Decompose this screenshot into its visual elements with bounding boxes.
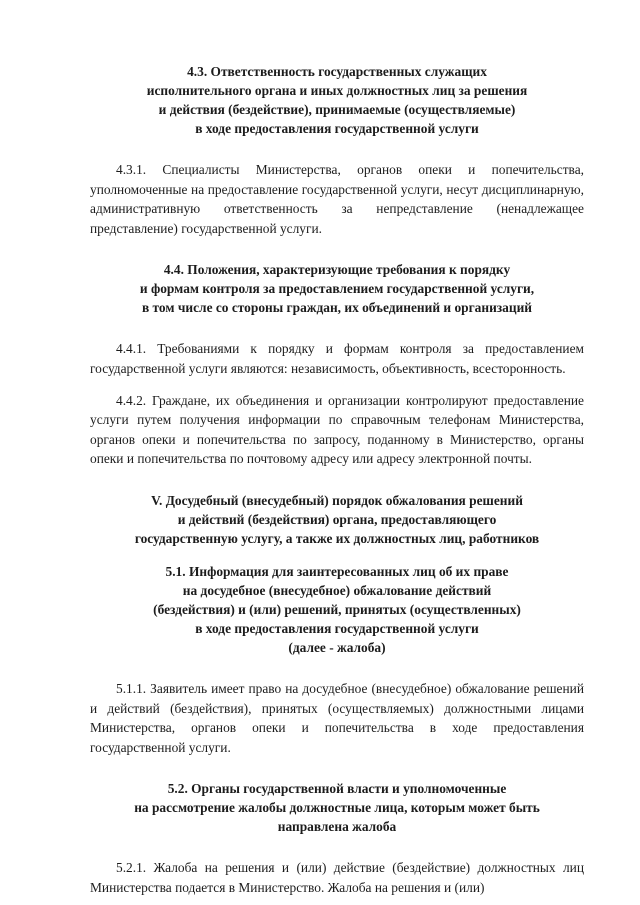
- heading-line: 4.3. Ответственность государственных служащих: [187, 64, 487, 79]
- heading-line: в ходе предоставления государственной услуги: [195, 121, 479, 136]
- heading-line: (бездействия) и (или) решений, принятых (осуществленных): [153, 601, 521, 617]
- heading-line: государственную услугу, а также их должностных лиц, работников: [134, 530, 540, 546]
- heading-line: направлена жалоба: [277, 819, 397, 835]
- heading-line: и действий (бездействия) органа, предоставляющего: [177, 511, 497, 527]
- heading-line: V. Досудебный (внесудебный) порядок обжалования решений: [151, 492, 523, 508]
- paragraph-5-1-1: 5.1.1. Заявитель имеет право на досудебное (внесудебное) обжалование решений и действий (бездействия), принятых (осуществляемых) должностными лицами Министерства, органов опеки и попечительства в ходе предоставления государственной услуги.: [90, 680, 584, 755]
- heading-line: 5.1. Информация для заинтересованных лиц об их праве: [165, 563, 509, 579]
- paragraph-4-4-1: 4.4.1. Требованиями к порядку и формам контроля за предоставлением государственной услуги являются: независимость, объективность, всесторонность.: [90, 341, 584, 376]
- section-5-2-heading: [90, 779, 584, 836]
- paragraph-4-3-1: 4.3.1. Специалисты Министерства, органов опеки и попечительства, уполномоченные на предоставление государственной услуги, несут дисциплинарную, административную ответственность за непредставление (ненадлежащее представление) государственной услуги.: [90, 162, 584, 236]
- heading-line: 4.4. Положения, характеризующие требования к порядку: [163, 262, 511, 278]
- section-4-3-heading: [90, 62, 584, 138]
- section-v-heading: [90, 491, 584, 548]
- heading-line: исполнительного органа и иных должностных лиц за решения: [146, 83, 528, 98]
- heading-line: и действия (бездействие), принимаемые (осуществляемые): [158, 102, 516, 117]
- heading-line: 5.2. Органы государственной власти и уполномоченные: [167, 781, 507, 797]
- heading-line: и формам контроля за предоставлением государственной услуги,: [139, 281, 535, 297]
- paragraph-4-4-2: 4.4.2. Граждане, их объединения и организации контролируют предоставление услуги путем получения информации по справочным телефонам Министерства, органов опеки и попечительства по запросу, поданному в Министерство, органы опеки и попечительства по почтовому адресу или адресу электронной почты.: [90, 392, 584, 467]
- heading-line: на досудебное (внесудебное) обжалование действий: [182, 582, 492, 598]
- heading-line: (далее - жалоба): [288, 639, 386, 655]
- heading-line: в ходе предоставления государственной услуги: [195, 620, 479, 636]
- section-4-4-heading: [90, 260, 584, 317]
- section-5-1-heading: [90, 562, 584, 657]
- heading-line: на рассмотрение жалобы должностные лица, которым может быть: [134, 800, 540, 816]
- paragraph-5-2-1: 5.2.1. Жалоба на решения и (или) действие (бездействие) должностных лиц Министерства подается в Министерство. Жалоба на решения и (или): [90, 860, 584, 895]
- heading-line: в том числе со стороны граждан, их объединений и организаций: [141, 300, 533, 316]
